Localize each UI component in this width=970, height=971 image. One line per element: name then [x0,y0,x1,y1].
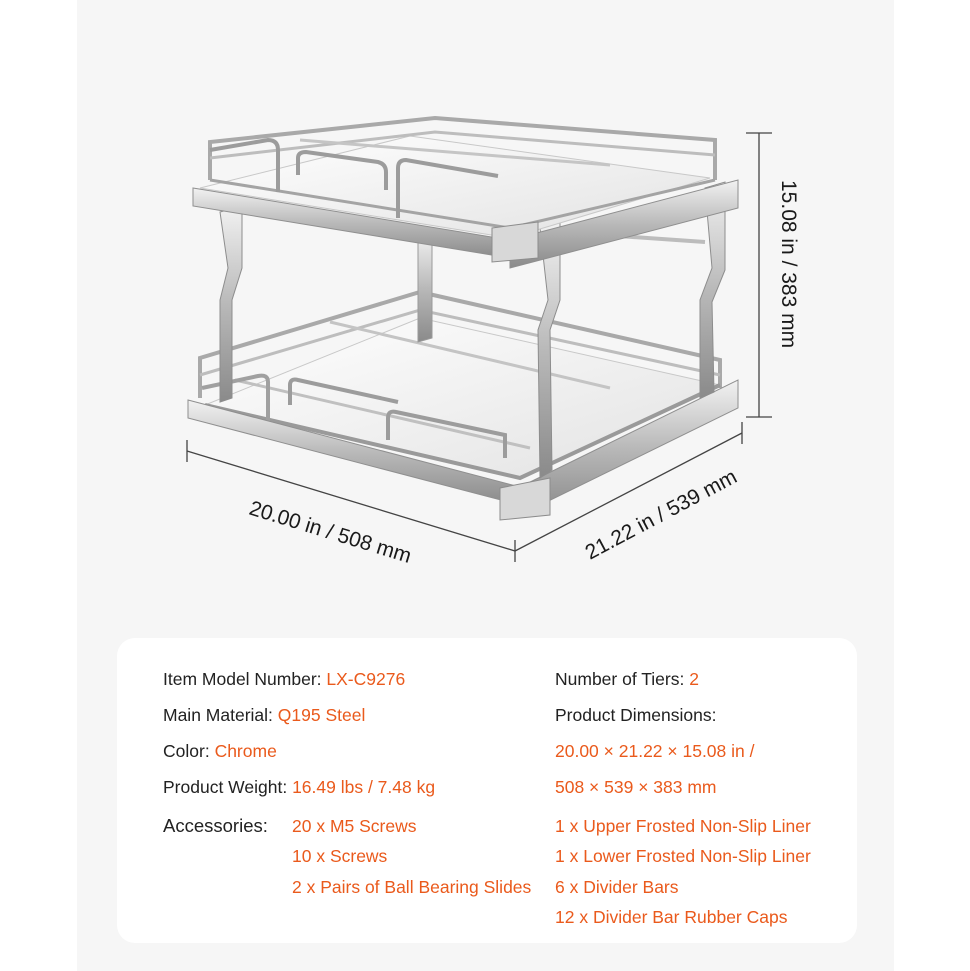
spec-material-label: Main Material: [163,705,273,725]
spec-accessories-label: Accessories: [163,815,268,836]
accessory-item: 2 x Pairs of Ball Bearing Slides [292,877,532,897]
spec-dimensions-label: Product Dimensions: [555,705,717,725]
spec-material-value: Q195 Steel [277,705,366,725]
spec-weight-value: 16.49 lbs / 7.48 kg [292,777,436,797]
accessory-item: 12 x Divider Bar Rubber Caps [555,907,788,927]
accessory-item: 6 x Divider Bars [555,877,679,897]
spec-color-label: Color: [163,741,210,761]
spec-color [163,741,277,762]
spec-tiers-value: 2 [689,669,699,689]
height-dimension-label: 15.08 in / 383 mm [777,180,800,349]
depth-dimension-label: 21.22 in / 539 mm [581,465,741,565]
spec-model [163,669,405,690]
spec-tiers [555,669,699,690]
spec-weight-label: Product Weight: [163,777,288,797]
accessory-item: 1 x Lower Frosted Non-Slip Liner [555,846,811,866]
width-dimension-label: 20.00 in / 508 mm [246,496,415,568]
spec-dimensions-metric: 508 × 539 × 383 mm [555,777,717,797]
spec-model-value: LX-C9276 [326,669,406,689]
spec-material [163,705,365,726]
spec-model-label: Item Model Number: [163,669,322,689]
spec-weight [163,777,435,798]
spec-dimensions-imperial: 20.00 × 21.22 × 15.08 in / [555,741,755,761]
accessory-item: 10 x Screws [292,846,388,866]
accessory-item: 20 x M5 Screws [292,816,417,836]
spec-tiers-label: Number of Tiers: [555,669,685,689]
spec-color-value: Chrome [214,741,277,761]
accessory-item: 1 x Upper Frosted Non-Slip Liner [555,816,811,836]
